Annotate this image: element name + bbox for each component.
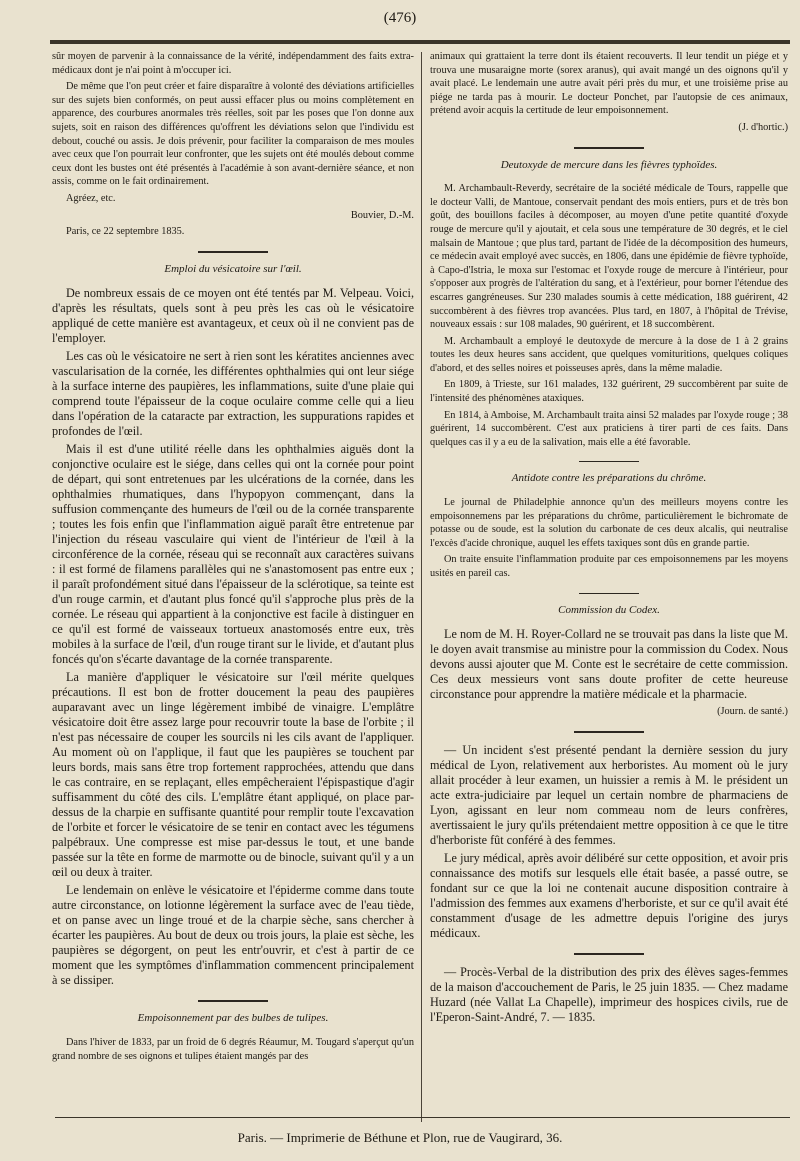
paragraph: Le journal de Philadelphie annonce qu'un des meilleurs moyens contre les empoisonnemens par les préparations du chrôme, particulièrement le bichromate de potasse ou de soude, est la solution du carbonate de ces deux alcalis, qui neutralise l'excès d'acide chronique, auquel les effets taxiques sont dûs en grande partie. <box>430 497 788 549</box>
article-title: Empoisonnement par des bulbes de tulipes. <box>137 1012 329 1025</box>
section-divider <box>574 953 644 955</box>
left-column <box>52 50 414 1066</box>
section-divider <box>198 1000 268 1002</box>
paragraph: Les cas où le vésicatoire ne sert à rien sont les kératites anciennes avec vascularisation de la cornée, les différentes ophthalmies qui ont leur siége à la surface interne des paupières, les inflammations, suite d'une plaie qui comprend toute l'épaisseur de la coque oculaire comme celle qui a lieu dans l'opération de la cataracte par extraction, les suppurations rapides et profondes de l'œil. <box>52 349 414 439</box>
paragraph: Le nom de M. H. Royer-Collard ne se trouvait pas dans la liste que M. le doyen avait transmise au ministre pour la commission du Codex. Nous devons aussi ajouter que M. Conte est le secrétaire de cette commission. Ces deux messieurs vont sans doute profiter de cette heureuse circonstance pour apprendre la matière médicale et la pharmacie. <box>430 627 788 702</box>
paragraph: On traite ensuite l'inflammation produite par ces empoisonnemens par les moyens usités en pareil cas. <box>430 554 788 579</box>
paragraph: Le lendemain on enlève le vésicatoire et l'épiderme comme dans toute autre circonstance, on lotionne légèrement la surface avec de l'eau tiède, et on panse avec un linge troué et de la charpie sèche, sans chercher à écarter les paupières. Au bout de deux ou trois jours, la plaie est sèche, les paupières se dégorgent, on peut les entr'ouvrir, et c'est à partir de ce moment que les symptômes d'inflammation commencent principalement à se dissiper. <box>52 883 414 988</box>
paragraph: Dans l'hiver de 1833, par un froid de 6 degrés Réaumur, M. Tougard s'aperçut qu'un grand nombre de ses oignons et tulipes étaient mangés par des <box>52 1036 414 1062</box>
signature: Bouvier, D.-M. <box>350 209 414 221</box>
article-title: Deutoxyde de mercure dans les fièvres typhoïdes. <box>500 158 718 171</box>
article-title: Commission du Codex. <box>558 603 660 616</box>
paragraph: Agréez, etc. <box>66 192 116 204</box>
dateline: Paris, ce 22 septembre 1835. <box>66 226 185 238</box>
source-citation: (J. d'hortic.) <box>738 121 788 133</box>
paragraph: Le jury médical, après avoir délibéré sur cette opposition, et avoir pris connaissance des motifs sur lesquels elle était basée, a passé outre, se fondant sur ce que la loi ne contenait aucune disposition contraire à l'admission des femmes aux examens d'herboriste, et sur ce qu'il avait été constamment d'usage de les admettre depuis l'origine des jurys médicaux. <box>430 850 788 940</box>
source-citation: (Journ. de santé.) <box>717 706 788 718</box>
paragraph: — Procès-Verbal de la distribution des prix des élèves sages-femmes de la maison d'accouchement de Paris, le 25 juin 1835. — Chez madame Huzard (née Vallat La Chapelle), imprimeur des hospices civils, rue de l'Eperon-Saint-André, 7. — 1835. <box>430 964 788 1024</box>
paragraph: De nombreux essais de ce moyen ont été tentés par M. Velpeau. Voici, d'après les résultats, quels sont à peu près les cas où le vésicatoire appliqué de cette manière est avantageux, et ceux où il ne convient pas de l'employer. <box>52 286 414 346</box>
paragraph: — Un incident s'est présenté pendant la dernière session du jury médical de Lyon, relativement aux herboristes. Au moment où le jury allait procéder à leur examen, un huissier a remis à M. le président un acte extra-judiciaire par lequel un certain nombre de pharmaciens de Lyon, agissant en leur nom commeau nom de leurs confrères, avertissaient le jury qu'ils prétendaient mettre opposition à ce que le titre d'herboriste fût conféré à des femmes. <box>430 742 788 847</box>
column-divider <box>421 52 422 1122</box>
paragraph: M. Archambault-Reverdy, secrétaire de la société médicale de Tours, rappelle que le docteur Valli, de Mantoue, conservait pendant des mois entiers, purs et de très bon goût, des bouillons faciles à décomposer, au moyen d'une petite quantité d'oxyde rouge de mercure qu'il y ajoutait, et cela sous une température de 30 degrés, et le ciel malsain de Mantoue ; que plus tard, partant de l'idée de la décomposition des humeurs, ce médecin avait employé avec succès, en 1806, dans une épidémie de fièvre typhoïde, à Capo-d'Istria, le moxa sur l'estomac et l'oxyde rouge de mercure à l'intérieur, pour s'opposer aux progrès de l'altération du sang, et à l'extérieur, pour borner l'étendue des escarres gangréneuses. Sur 230 malades soumis à cette médication, 188 guérirent, 42 succombèrent à des fièvres trop avancées. Plus tard, en 1807, à l'hôpital de Trévise, nouveaux essais : sur 108 malades, 90 guérirent, et 18 succombèrent. <box>430 183 788 331</box>
section-divider <box>198 251 268 253</box>
paragraph: sûr moyen de parvenir à la connaissance de la vérité, indépendamment des faits extra-médicaux dont je n'ai point à m'occuper ici. <box>52 51 414 76</box>
paragraph: De même que l'on peut créer et faire disparaître à volonté des déviations artificielles sur des sujets bien conformés, on peut aussi effacer plus ou moins complètement en apparence, des courbures anormales très réelles, soit par les poses que l'on donne aux sujets, soit en raison des différences qu'offrent les déviations selon que l'individu est debout, couché ou assis. Je dois prévenir, pour faciliter la comparaison de mes moules avec ceux que l'on pourrait leur confronter, que les sujets ont été moulés debout comme ceux dont les bustes ont été présentés à l'académie à son avant-dernière séance, et non assis, comme on le fait ordinairement. <box>52 81 414 188</box>
page-number: (476) <box>383 10 417 26</box>
section-divider <box>574 147 644 149</box>
header-rule <box>50 40 790 44</box>
paragraph: M. Archambault a employé le deutoxyde de mercure à la dose de 1 à 2 grains toutes les deux heures sans accident, que quelques vomituritions, quelques coliques d'abord, et des selles noires et poisseuses après, dans la même maladie. <box>430 335 788 374</box>
paragraph: La manière d'appliquer le vésicatoire sur l'œil mérite quelques précautions. Il est bon de frotter doucement la peau des paupières auparavant avec un linge légèrement imbibé de vinaigre. L'emplâtre vésicatoire doit être assez large pour recouvrir toute la base de l'orbite ; il n'est pas nécessaire de couper les sourcils ni les cils avant de l'appliquer. Au moment où on l'applique, il faut que les paupières se touchent par leurs bords, mais sans être trop fortement rapprochées, attendu que dans le cas contraire, en se replaçant, elles empêcheraient l'épispastique d'agir suffisamment du côté des cils. L'emplâtre étant appliqué, on place par-dessus de la charpie en suffisante quantité pour remplir toute l'excavation de l'orbite et forcer le vésicatoire de se tenir en contact avec les tégumens palpébraux. Une compresse est mise par-dessus le tout, et une bande passée sur la tête en forme de marmotte ou de binocle, suivant qu'il y a un œil ou deux à traiter. <box>52 670 414 880</box>
right-column <box>430 50 788 1028</box>
section-divider <box>579 461 639 462</box>
section-divider <box>574 731 644 733</box>
paragraph: animaux qui grattaient la terre dont ils étaient recouverts. Il leur tendit un piége et y trouva une musaraigne morte (sorex aranus), qui avait mangé un des oignons qu'il y avait placé. Le lendemain une autre avait péri près du mur, et une troisième prise au piége ne tarda pas à mourir. Le docteur Ponchet, par l'autopsie de ces animaux, prétend avoir acquis la certitude de leur empoisonnement. <box>430 51 788 117</box>
section-divider <box>579 593 639 594</box>
article-title: Emploi du vésicatoire sur l'œil. <box>164 262 302 275</box>
footer-rule <box>55 1117 790 1118</box>
printer-imprint: Paris. — Imprimerie de Béthune et Plon, rue de Vaugirard, 36. <box>237 1130 563 1145</box>
article-title: Antidote contre les préparations du chrôme. <box>511 472 707 485</box>
paragraph: En 1809, à Trieste, sur 161 malades, 132 guérirent, 29 succombèrent par suite de l'intensité des phénomènes ataxiques. <box>430 379 788 405</box>
paragraph: Mais il est d'une utilité réelle dans les ophthalmies aiguës dont la conjonctive oculaire est le siége, dans celles qui ont la cornée pour point de départ, qui sont entretenues par les ulcérations de la cornée, dans les ophthalmies rhumatiques, dans l'hypopyon commençant, dans la suffusion commençante des humeurs de l'œil ou de la cornée transparente ; toutes les fois enfin que l'inflammation aiguë paraît être entretenue par l'injection du réseau vasculaire qui vient de l'intérieur de l'œil à la circonférence de la cornée, réseau qui se reconnaît aux caractères suivans : il est formé de filamens parallèles qui ne s'anastomosent pas entre eux ; il paraît profondément situé dans l'épaisseur de la sclérotique, sa teinte est d'un rouge carmin, et d'autant plus foncé qu'il s'approche plus près de la cornée. Le réseau qui appartient à la conjonctive est facile à distinguer en ce qu'il est formé de vaisseaux tortueux anastomosés entre eux, très mobiles à la surface de l'œil, d'un rouge tirant sur le livide, et d'autant plus foncés qu'on s'écarte davantage de la cornée transparente. <box>52 442 414 667</box>
paragraph: En 1814, à Amboise, M. Archambault traita ainsi 52 malades par l'oxyde rouge ; 38 guérirent, 14 succombèrent. C'est aux praticiens à tirer parti de ces faits. Dans quelques cas il y a eu de la salivation, mais elle a été favorable. <box>430 409 788 448</box>
